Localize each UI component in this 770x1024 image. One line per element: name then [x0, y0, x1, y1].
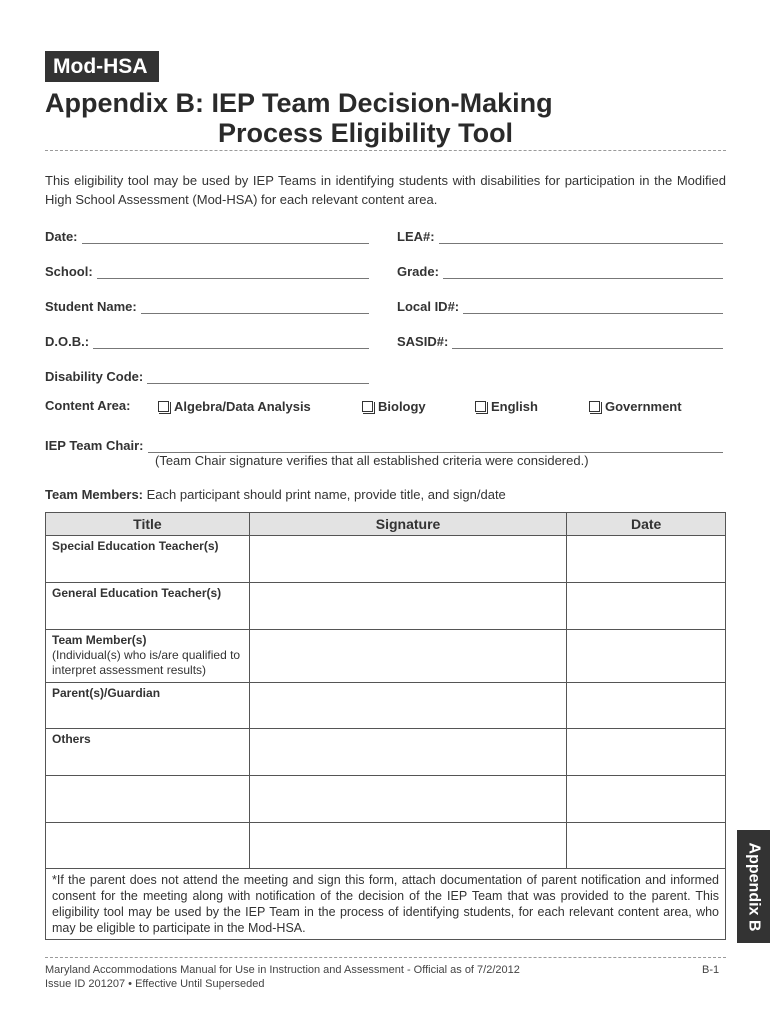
- row-label: Team Member(s): [52, 633, 147, 647]
- dob-field[interactable]: [45, 331, 369, 349]
- student-name-label: Student Name:: [45, 299, 137, 314]
- disability-code-field[interactable]: [45, 366, 369, 384]
- row-title-cell: [46, 630, 250, 683]
- chair-note: (Team Chair signature verifies that all established criteria were considered.): [155, 453, 589, 468]
- row-title-cell[interactable]: [46, 776, 250, 823]
- local-id-label: Local ID#:: [397, 299, 460, 314]
- row-title-cell: [46, 729, 250, 776]
- lea-field[interactable]: [397, 226, 723, 244]
- checkbox-icon[interactable]: [475, 401, 486, 412]
- date-cell[interactable]: [567, 729, 726, 776]
- iep-chair-field[interactable]: [45, 435, 723, 453]
- school-line[interactable]: [97, 266, 369, 279]
- signature-cell[interactable]: [249, 823, 566, 869]
- checkbox-icon[interactable]: [362, 401, 373, 412]
- date-label: Date:: [45, 229, 78, 244]
- footer-divider: [45, 957, 726, 958]
- page-title-line2: Process Eligibility Tool: [218, 118, 514, 148]
- table-row: [46, 683, 726, 729]
- date-cell[interactable]: [567, 583, 726, 630]
- date-line[interactable]: [82, 231, 369, 244]
- team-members-text: Each participant should print name, provide title, and sign/date: [143, 487, 506, 502]
- team-members-instruction: [45, 487, 506, 502]
- signature-cell[interactable]: [249, 583, 566, 630]
- disability-code-line[interactable]: [147, 371, 369, 384]
- badge-label: Mod-HSA: [53, 54, 148, 78]
- checkbox-biology-label: Biology: [378, 399, 426, 414]
- checkbox-icon[interactable]: [158, 401, 169, 412]
- grade-field[interactable]: [397, 261, 723, 279]
- checkbox-algebra[interactable]: [158, 399, 311, 414]
- dob-label: D.O.B.:: [45, 334, 90, 349]
- row-title-cell: [46, 683, 250, 729]
- header-signature: Signature: [249, 513, 566, 536]
- date-cell[interactable]: [567, 630, 726, 683]
- local-id-line[interactable]: [463, 301, 723, 314]
- school-label: School:: [45, 264, 93, 279]
- checkbox-english-label: English: [491, 399, 538, 414]
- date-cell[interactable]: [567, 536, 726, 583]
- team-members-label: Team Members:: [45, 487, 144, 502]
- row-label: Parent(s)/Guardian: [52, 686, 161, 700]
- checkbox-government[interactable]: [589, 399, 682, 414]
- local-id-field[interactable]: [397, 296, 723, 314]
- signature-table: [45, 512, 726, 940]
- header-title: Title: [46, 513, 250, 536]
- checkbox-algebra-label: Algebra/Data Analysis: [174, 399, 311, 414]
- row-sublabel: (Individual(s) who is/are qualified to interpret assessment results): [52, 648, 241, 677]
- grade-label: Grade:: [397, 264, 439, 279]
- parent-note: *If the parent does not attend the meeting and sign this form, attach documentation of parent notification and informed consent for the meeting along with notification of the decision of the IEP Team that was provided to the parent. This eligibility tool may be used by the IEP Team in the process of identifying students, for each relevant content area, who may be eligible to participate in the Mod-HSA.: [46, 869, 726, 940]
- lea-line[interactable]: [439, 231, 723, 244]
- iep-chair-label: IEP Team Chair:: [45, 438, 144, 453]
- intro-paragraph: This eligibility tool may be used by IEP Teams in identifying students with disabilities for participation in the Modified High School Assessment (Mod-HSA) for each relevant content area.: [45, 173, 726, 207]
- table-row: [46, 776, 726, 823]
- signature-cell[interactable]: [249, 683, 566, 729]
- signature-cell[interactable]: [249, 536, 566, 583]
- title-divider: [45, 150, 726, 151]
- date-cell[interactable]: [567, 823, 726, 869]
- checkbox-government-label: Government: [605, 399, 682, 414]
- checkbox-icon[interactable]: [589, 401, 600, 412]
- checkbox-english[interactable]: [475, 399, 538, 414]
- signature-cell[interactable]: [249, 729, 566, 776]
- table-row: [46, 583, 726, 630]
- checkbox-biology[interactable]: [362, 399, 426, 414]
- row-label: Special Education Teacher(s): [52, 539, 219, 553]
- table-header-row: [46, 513, 726, 536]
- student-name-line[interactable]: [141, 301, 369, 314]
- dob-line[interactable]: [93, 336, 369, 349]
- content-area-label: Content Area:: [45, 398, 131, 413]
- table-row: [46, 729, 726, 776]
- sasid-label: SASID#:: [397, 334, 449, 349]
- header-date: Date: [567, 513, 726, 536]
- table-row: [46, 536, 726, 583]
- student-name-field[interactable]: [45, 296, 369, 314]
- table-note-row: [46, 869, 726, 940]
- row-title-cell: [46, 536, 250, 583]
- sasid-field[interactable]: [397, 331, 723, 349]
- school-field[interactable]: [45, 261, 369, 279]
- footer-manual-title: Maryland Accommodations Manual for Use in Instruction and Assessment - Official as of 7/2/2012: [45, 964, 520, 976]
- table-row: [46, 630, 726, 683]
- row-label: General Education Teacher(s): [52, 586, 222, 600]
- row-title-cell[interactable]: [46, 823, 250, 869]
- date-cell[interactable]: [567, 683, 726, 729]
- table-row: [46, 823, 726, 869]
- footer-issue-id: Issue ID 201207 • Effective Until Superseded: [45, 978, 265, 990]
- side-tab-label: Appendix B: [745, 842, 763, 931]
- disability-code-label: Disability Code:: [45, 369, 144, 384]
- signature-cell[interactable]: [249, 776, 566, 823]
- sasid-line[interactable]: [452, 336, 723, 349]
- lea-label: LEA#:: [397, 229, 435, 244]
- row-label: Others: [52, 732, 91, 746]
- grade-line[interactable]: [443, 266, 723, 279]
- date-field[interactable]: [45, 226, 369, 244]
- page-number: B-1: [702, 964, 720, 976]
- row-title-cell: [46, 583, 250, 630]
- mod-hsa-badge: [45, 51, 159, 82]
- iep-chair-line[interactable]: [148, 440, 724, 453]
- date-cell[interactable]: [567, 776, 726, 823]
- appendix-side-tab: [737, 830, 770, 943]
- page-title-line1: Appendix B: IEP Team Decision-Making: [45, 88, 553, 118]
- signature-cell[interactable]: [249, 630, 566, 683]
